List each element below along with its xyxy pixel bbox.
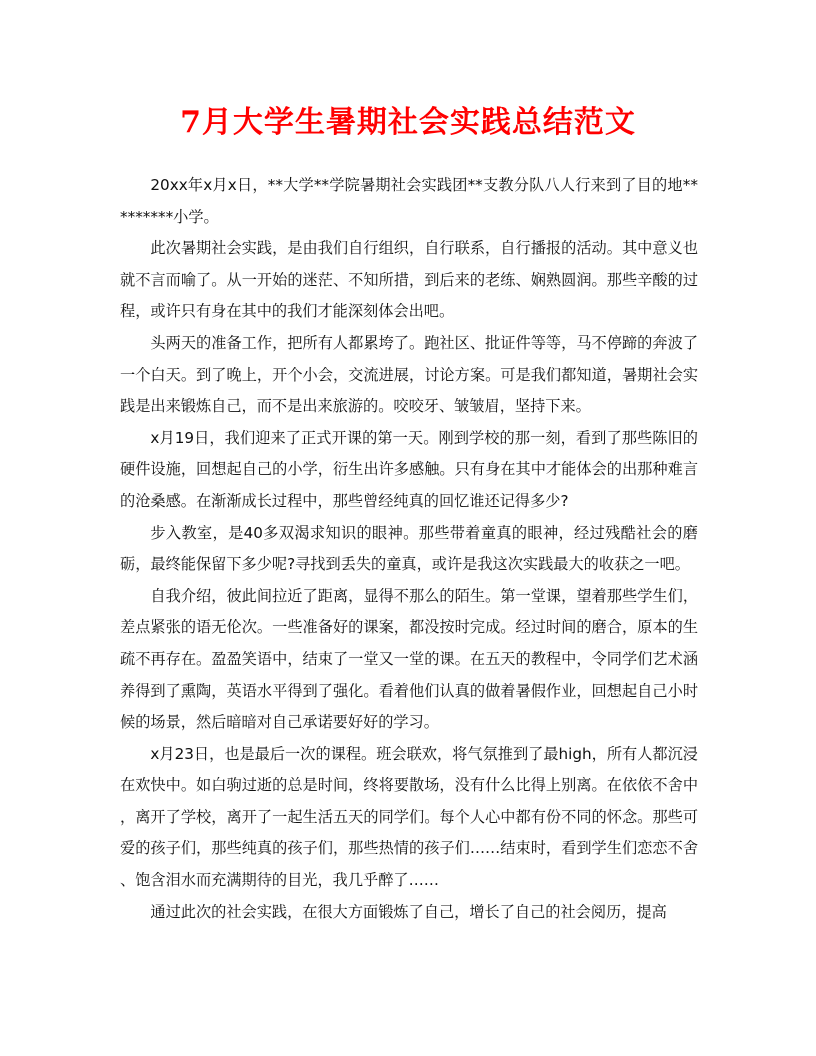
paragraph: 步入教室，是40多双渴求知识的眼神。那些带着童真的眼神，经过残酷社会的磨砺，最终能保留下多少呢?寻找到丢失的童真，或许是我这次实践最大的收获之一吧。 bbox=[120, 523, 698, 574]
paragraph: x月19日，我们迎来了正式开课的第一天。刚到学校的那一刻，看到了那些陈旧的硬件设施，回想起自己的小学，衍生出许多感触。只有身在其中才能体会的出那种难言的沧桑感。在渐渐成长过程中，那些曾经纯真的回忆谁还记得多少? bbox=[120, 428, 698, 510]
paragraph: 20xx年x月x日，**大学**学院暑期社会实践团**支教分队八人行来到了目的地*********小学。 bbox=[120, 176, 698, 226]
paragraph: 通过此次的社会实践，在很大方面锻炼了自己，增长了自己的社会阅历，提高 bbox=[150, 902, 667, 921]
document-body bbox=[120, 170, 698, 928]
paragraph: 头两天的准备工作，把所有人都累垮了。跑社区、批证件等等，马不停蹄的奔波了一个白天。到了晚上，开个小会，交流进展，讨论方案。可是我们都知道，暑期社会实践是出来锻炼自己，而不是出来旅游的。咬咬牙、皱皱眉，坚持下来。 bbox=[120, 333, 698, 416]
document-title: 7月大学生暑期社会实践总结范文 bbox=[180, 105, 636, 140]
paragraph: x月23日，也是最后一次的课程。班会联欢，将气氛推到了最high，所有人都沉浸在欢快中。如白驹过逝的总是时间，终将要散场，没有什么比得上别离。在依依不舍中，离开了学校，离开了一起生活五天的同学们。每个人心中都有份不同的怀念。那些可爱的孩子们，那些纯真的孩子们，那些热情的孩子们……结束时，看到学生们恋恋不舍、饱含泪水而充满期待的目光，我几乎醉了…… bbox=[120, 744, 698, 890]
paragraph: 自我介绍，彼此间拉近了距离，显得不那么的陌生。第一堂课，望着那些学生们，差点紧张的语无伦次。一些准备好的课案，都没按时完成。经过时间的磨合，原本的生疏不再存在。盈盈笑语中，结束了一堂又一堂的课。在五天的教程中，令同学们艺术涵养得到了熏陶，英语水平得到了强化。看着他们认真的做着暑假作业，回想起自己小时候的场景，然后暗暗对自己承诺要好好的学习。 bbox=[120, 586, 698, 732]
paragraph: 此次暑期社会实践，是由我们自行组织，自行联系，自行播报的活动。其中意义也就不言而喻了。从一开始的迷茫、不知所措，到后来的老练、娴熟圆润。那些辛酸的过程，或许只有身在其中的我们才能深刻体会出吧。 bbox=[120, 239, 698, 321]
